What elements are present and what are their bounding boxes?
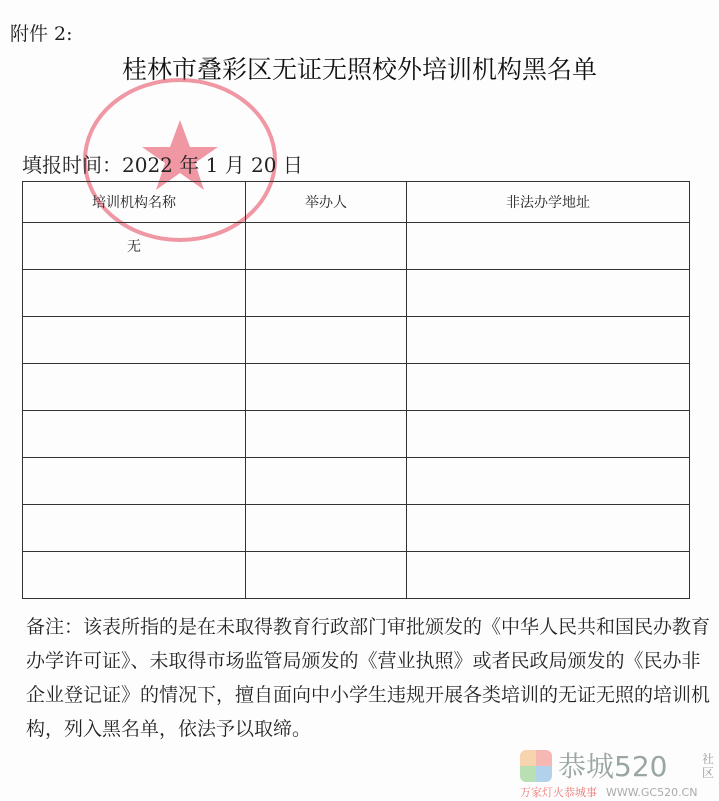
table-row (23, 505, 690, 552)
cell: 无 (23, 223, 246, 270)
cell (407, 270, 690, 317)
table-row (23, 223, 690, 270)
cell (407, 458, 690, 505)
table-row (23, 317, 690, 364)
cell (246, 411, 407, 458)
blacklist-table (22, 181, 690, 599)
table-row (23, 364, 690, 411)
cell (246, 223, 407, 270)
cell (246, 552, 407, 599)
cell (407, 552, 690, 599)
cell (23, 411, 246, 458)
cell (23, 552, 246, 599)
cell (23, 505, 246, 552)
watermark-url: WWW.GC520.CN (606, 786, 698, 799)
cell (407, 364, 690, 411)
table-row (23, 552, 690, 599)
header-org-name: 培训机构名称 (23, 182, 246, 223)
cell (407, 317, 690, 364)
cell (246, 458, 407, 505)
watermark-logo-icon (520, 750, 552, 782)
cell (246, 505, 407, 552)
table-row (23, 458, 690, 505)
document-title: 桂林市叠彩区无证无照校外培训机构黑名单 (121, 55, 597, 84)
header-address: 非法办学地址 (407, 182, 690, 223)
cell (246, 317, 407, 364)
watermark-slogan: 万家灯火恭城事 (520, 786, 597, 799)
site-watermark (520, 750, 719, 801)
attachment-label: 附件 2: (10, 23, 73, 45)
table-header-row (23, 182, 690, 223)
header-organizer: 举办人 (246, 182, 407, 223)
table-row (23, 411, 690, 458)
fill-date: 填报时间：2022 年 1 月 20 日 (22, 153, 303, 177)
watermark-side: 社区 (702, 752, 715, 780)
remarks: 备注：该表所指的是在未取得教育行政部门审批颁发的《中华人民共和国民办教育办学许可证》、未取得市场监管局颁发的《营业执照》或者民政局颁发的《民办非企业登记证》的情况下，擅自面向中小学生违规开展各类培训的无证无照的培训机构，列入黑名单，依法予以取缔。 (26, 616, 711, 740)
cell (23, 317, 246, 364)
cell (23, 270, 246, 317)
cell (246, 270, 407, 317)
watermark-logo-text: 恭城520 (558, 750, 668, 783)
cell (23, 364, 246, 411)
table-row (23, 270, 690, 317)
cell (23, 458, 246, 505)
cell (246, 364, 407, 411)
cell (407, 223, 690, 270)
cell (407, 505, 690, 552)
cell (407, 411, 690, 458)
